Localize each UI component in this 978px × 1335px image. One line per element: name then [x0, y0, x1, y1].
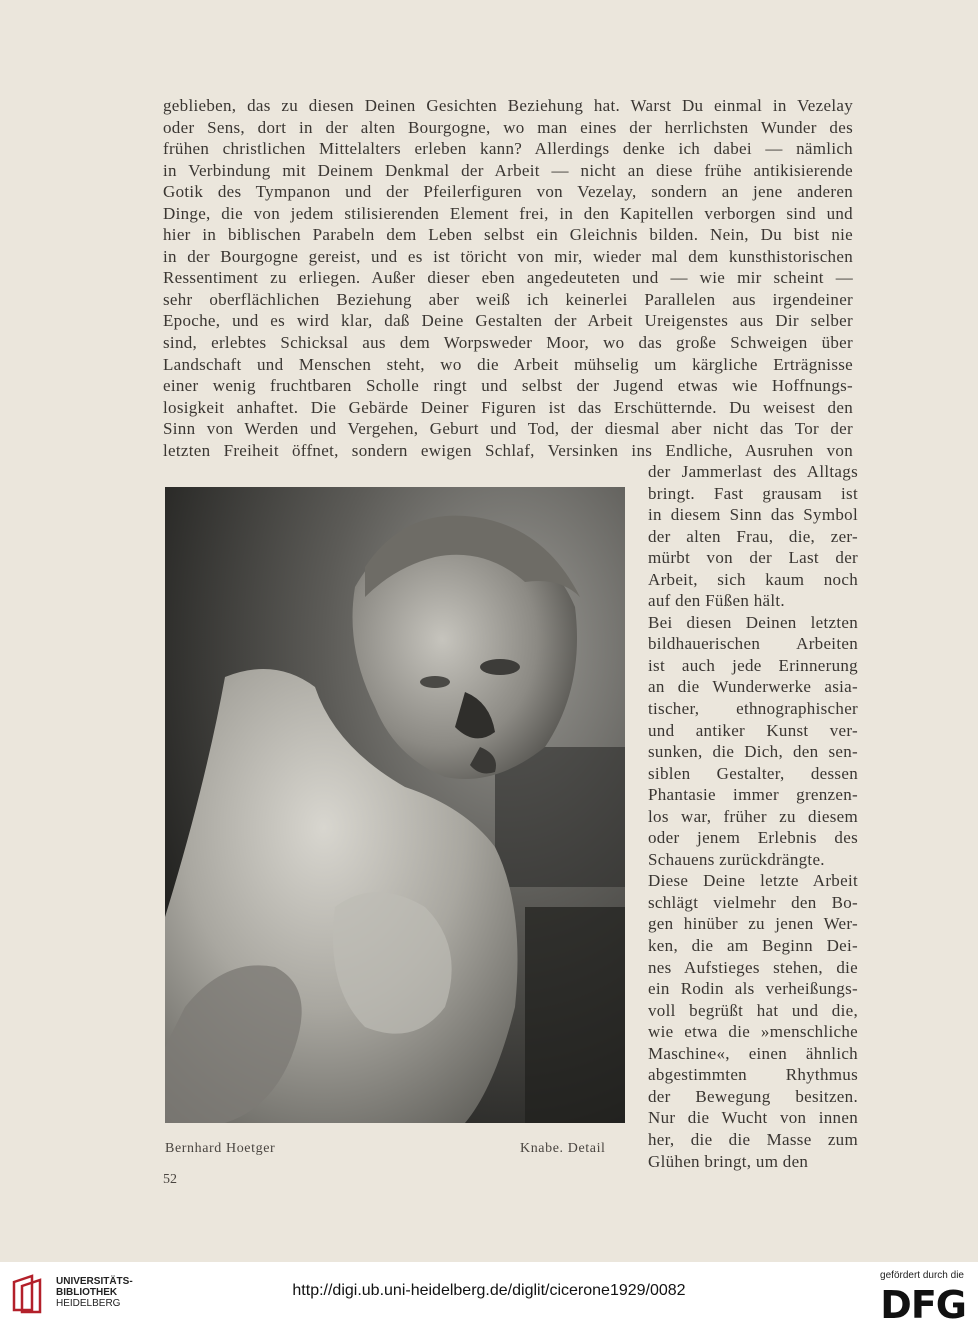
text-line: hier in biblischen Parabeln dem Leben selbst ein Gleichnis bilden. Nein, Du bist nie — [163, 225, 853, 245]
text-line: bringt. Fast grausam ist — [648, 483, 858, 503]
text-line: siblen Gestalter, dessen — [648, 763, 858, 783]
text-line: der alten Frau, die, zer- — [648, 526, 858, 546]
library-line-3: HEIDELBERG — [56, 1298, 121, 1309]
funder-label: gefördert durch die — [880, 1270, 964, 1281]
text-line: der Bewegung besitzen. — [648, 1086, 858, 1106]
text-line: geblieben, das zu diesen Deinen Gesichten Beziehung hat. Warst Du einmal in Vezelay — [163, 96, 853, 115]
text-line: oder jenem Erlebnis des — [648, 828, 858, 848]
body-text-full-width — [163, 95, 853, 461]
text-line: ken, die am Beginn Dei- — [648, 936, 858, 956]
text-line: bildhauerischen Arbeiten — [648, 634, 858, 654]
text-line: abgestimmten Rhythmus — [648, 1065, 858, 1085]
caption-artist: Bernhard Hoetger — [165, 1141, 276, 1156]
text-line: Landschaft und Menschen steht, wo die Arbeit mühselig um kärgliche Erträgnisse — [163, 354, 853, 374]
text-line: Epoche, und es wird klar, daß Deine Gestalten der Arbeit Ureigenstes aus Dir selber — [163, 311, 853, 331]
text-line: wie etwa die »menschliche — [648, 1022, 858, 1042]
text-line: schlägt vielmehr den Bo- — [648, 892, 858, 912]
text-line: sehr oberflächlichen Beziehung aber weiß ich keinerlei Parallelen aus irgendeiner — [163, 289, 853, 309]
text-line: los war, früher zu diesem — [648, 806, 858, 826]
library-line-1: UNIVERSITÄTS- — [56, 1276, 133, 1287]
text-line: mürbt von der Last der — [648, 548, 858, 568]
body-text-column — [648, 461, 858, 1172]
text-line: sind, erlebtes Schicksal aus dem Worpsweder Moor, wo das große Schweigen über — [163, 333, 853, 353]
text-line: Bei diesen Deinen letzten — [648, 612, 858, 632]
library-line-2: BIBLIOTHEK — [56, 1287, 118, 1298]
text-line: her, die die Masse zum — [648, 1129, 858, 1149]
sculpture-illustration — [165, 487, 625, 1123]
text-line: in der Bourgogne gereist, und es ist töricht von mir, wieder mal dem kunsthistorischen — [163, 246, 853, 266]
text-line: in Verbindung mit Deinem Denkmal der Arbeit — nicht an diese frühe antikisierende — [163, 160, 853, 180]
text-line: voll begrüßt hat und die, — [648, 1000, 858, 1020]
text-line: Glühen bringt, um den — [648, 1151, 809, 1171]
caption-title: Knabe. Detail — [520, 1141, 606, 1156]
text-line: Maschine«, einen ähnlich — [648, 1043, 858, 1063]
text-line: losigkeit anhaftet. Die Gebärde Deiner Figuren ist das Erschütternde. Du weisest den — [163, 397, 853, 417]
text-line: sunken, die Dich, den sen- — [648, 742, 858, 762]
text-line: auf den Füßen hält. — [648, 591, 785, 611]
text-line: oder Sens, dort in der alten Bourgogne, wo man eines der herrlichsten Wunder des — [163, 117, 853, 137]
page-number: 52 — [163, 1172, 177, 1187]
text-line: frühen christlichen Mittelalters erleben kann? Allerdings denke ich dabei — nämlich — [163, 139, 853, 159]
text-line: Phantasie immer grenzen- — [648, 785, 858, 805]
text-line: gen hinüber zu jenen Wer- — [648, 914, 858, 934]
text-line: Nur die Wucht von innen — [648, 1108, 858, 1128]
text-line: tischer, ethnographischer — [648, 699, 858, 719]
dfg-logo[interactable]: DFG — [880, 1283, 966, 1327]
text-line: Diese Deine letzte Arbeit — [648, 871, 858, 891]
text-line: an die Wunderwerke asia- — [648, 677, 858, 697]
text-line: Arbeit, sich kaum noch — [648, 569, 858, 589]
text-line: nes Aufstieges stehen, die — [648, 957, 858, 977]
source-url-link[interactable]: http://digi.ub.uni-heidelberg.de/diglit/cicerone1929/0082 — [292, 1282, 686, 1299]
text-line: Gotik des Tympanon und der Pfeilerfiguren von Vezelay, sondern an jene anderen — [163, 182, 853, 202]
text-line: Dinge, die von jedem stilisierenden Element frei, in den Kapitellen verborgen sind und — [163, 203, 853, 223]
text-line: Ressentiment zu erliegen. Außer dieser eben angedeuteten und — wie mir scheint — — [163, 268, 853, 288]
text-line: einer wenig fruchtbaren Scholle ringt und selbst der Jugend etwas wie Hoffnungs- — [163, 376, 853, 396]
footer-bar — [0, 1262, 978, 1335]
text-line: ein Rodin als verheißungs- — [648, 979, 858, 999]
text-line: der Jammerlast des Alltags — [648, 462, 858, 481]
text-line: letzten Freiheit öffnet, sondern ewigen Schlaf, Versinken ins Endliche, Ausruhen von — [163, 440, 853, 460]
text-line: und antiker Kunst ver- — [648, 720, 858, 740]
text-line: in diesem Sinn das Symbol — [648, 505, 858, 525]
text-line: ist auch jede Erinnerung — [648, 655, 858, 675]
text-line: Sinn von Werden und Vergehen, Geburt und Tod, der diesmal aber nicht das Tor der — [163, 419, 853, 439]
sculpture-photo — [165, 487, 625, 1123]
text-line: Schauens zurückdrängte. — [648, 849, 825, 869]
